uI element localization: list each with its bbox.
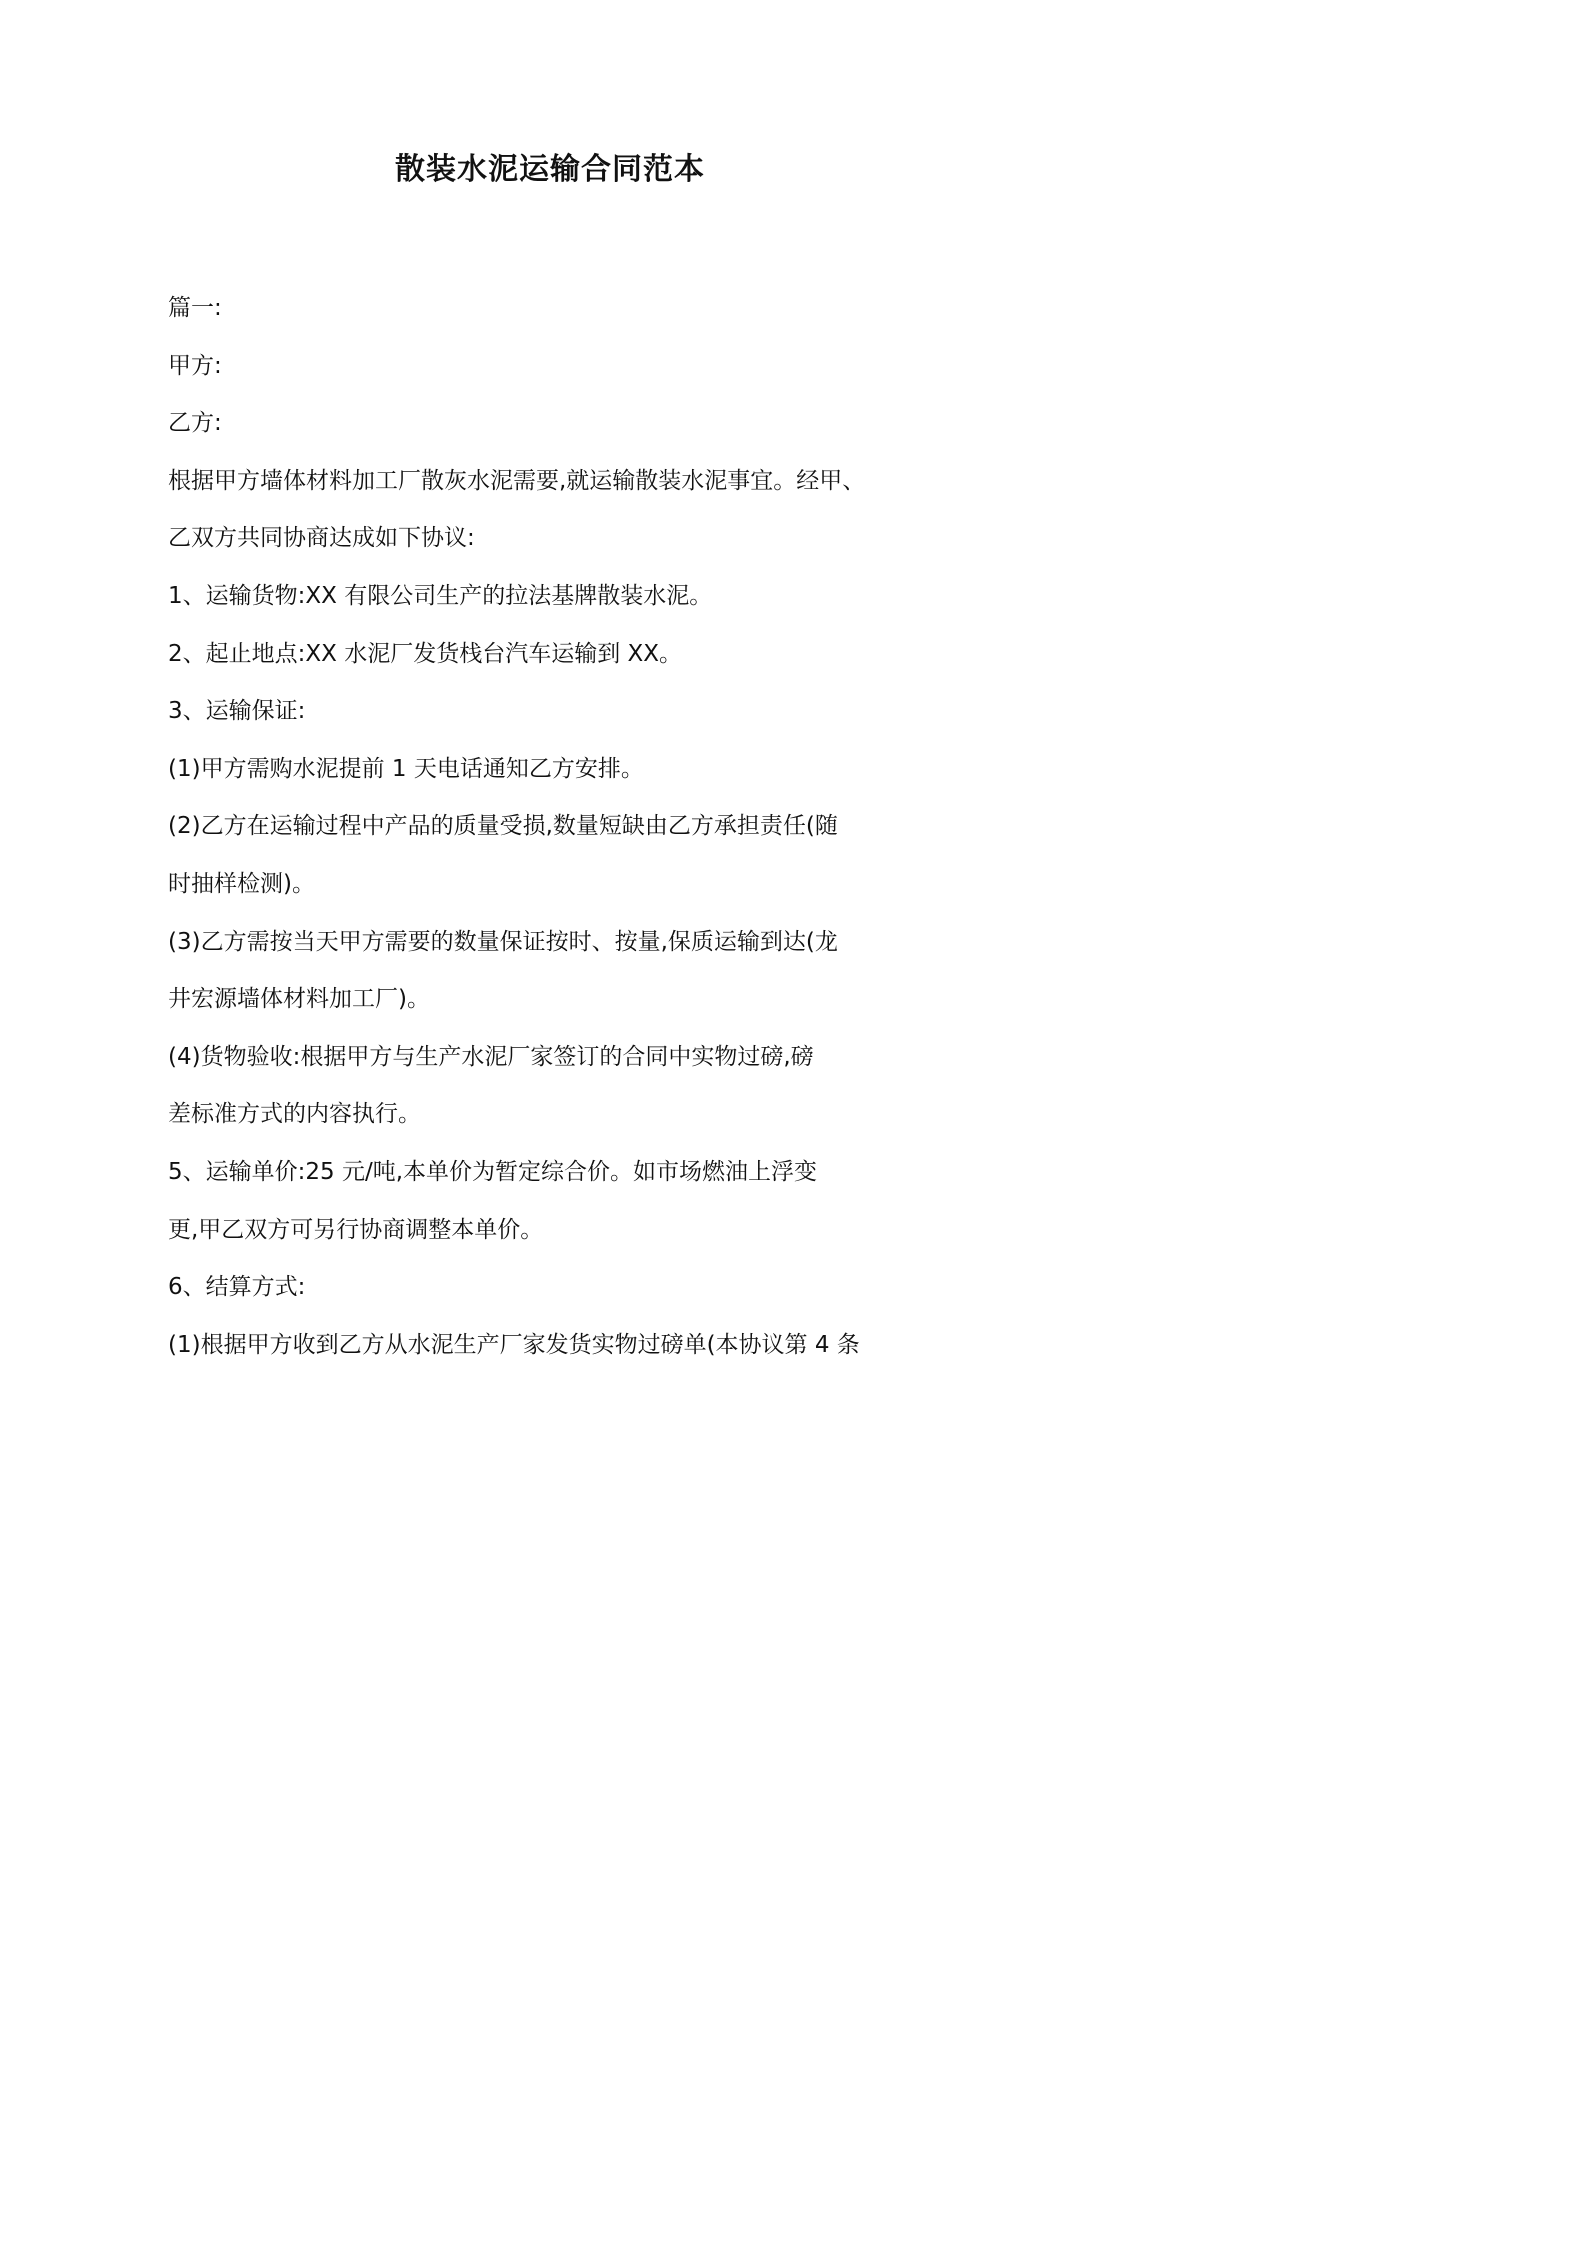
- paragraph-line: 篇一:: [168, 295, 222, 321]
- paragraph-line: 根据甲方墙体材料加工厂散灰水泥需要,就运输散装水泥事宜。经甲、: [168, 467, 866, 494]
- paragraph-line: 3、运输保证:: [168, 698, 306, 725]
- paragraph-line: (1)根据甲方收到乙方从水泥生产厂家发货实物过磅单(本协议第 4 条: [168, 1331, 860, 1358]
- paragraph-line: 井宏源墙体材料加工厂)。: [168, 986, 430, 1013]
- paragraph-line: (2)乙方在运输过程中产品的质量受损,数量短缺由乙方承担责任(随: [168, 813, 838, 840]
- paragraph-line: 2、起止地点:XX 水泥厂发货栈台汽车运输到 XX。: [168, 640, 683, 667]
- paragraph-line: 差标准方式的内容执行。: [168, 1101, 421, 1128]
- document-body: [168, 280, 944, 1374]
- paragraph-line: 更,甲乙双方可另行协商调整本单价。: [168, 1216, 544, 1243]
- paragraph-line: 时抽样检测)。: [168, 870, 315, 897]
- paragraph-line: (1)甲方需购水泥提前 1 天电话通知乙方安排。: [168, 755, 644, 782]
- paragraph-line: (4)货物验收:根据甲方与生产水泥厂家签订的合同中实物过磅,磅: [168, 1043, 814, 1070]
- document-page: [0, 0, 1100, 1556]
- paragraph-line: 6、结算方式:: [168, 1274, 306, 1301]
- paragraph-line: 5、运输单价:25 元/吨,本单价为暂定综合价。如市场燃油上浮变: [168, 1158, 818, 1185]
- paragraph-line: 乙方:: [168, 410, 222, 437]
- paragraph-line: 乙双方共同协商达成如下协议:: [168, 525, 475, 552]
- document-title: 散装水泥运输合同范本: [395, 152, 705, 187]
- paragraph-line: 甲方:: [168, 352, 222, 379]
- paragraph-line: 1、运输货物:XX 有限公司生产的拉法基牌散装水泥。: [168, 582, 713, 609]
- paragraph-line: (3)乙方需按当天甲方需要的数量保证按时、按量,保质运输到达(龙: [168, 928, 838, 955]
